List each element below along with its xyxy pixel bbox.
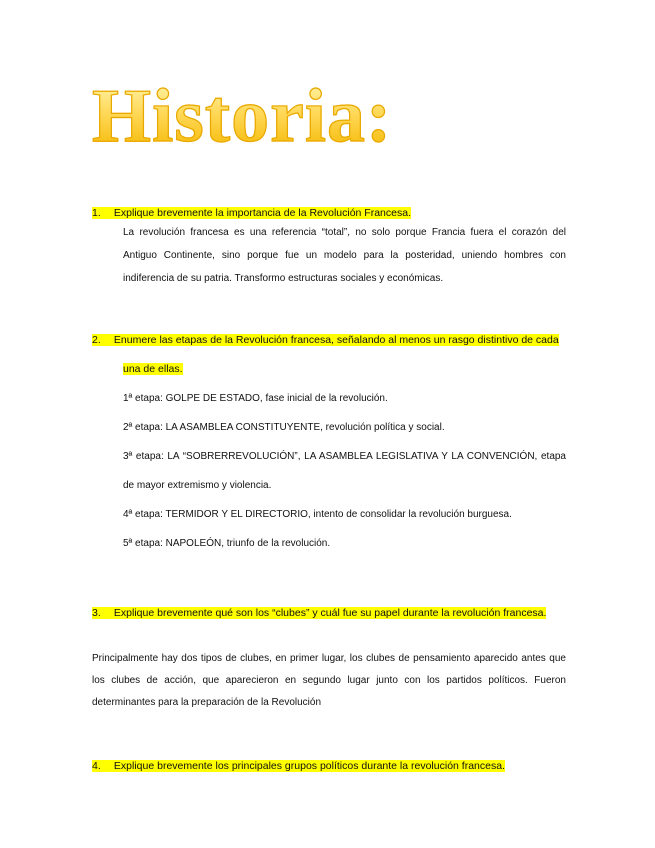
answer-1	[123, 221, 566, 290]
question-number: 1.	[92, 207, 101, 219]
question-text: Explique brevemente los principales grupos políticos durante la revolución francesa.	[113, 760, 505, 772]
question-number: 2.	[92, 334, 101, 346]
question-4	[92, 752, 566, 781]
stage-5: 5ª etapa: NAPOLEÓN, triunfo de la revolución.	[123, 538, 331, 549]
question-text: Explique brevemente la importancia de la Revolución Francesa.	[113, 207, 411, 219]
stage-2: 2ª etapa: LA ASAMBLEA CONSTITUYENTE, revolución política y social.	[123, 422, 445, 433]
stage-3: 3ª etapa: LA “SOBRERREVOLUCIÓN”, LA ASAMBLEA LEGISLATIVA Y LA CONVENCIÓN, etapa de mayor extremismo y violencia.	[123, 451, 566, 491]
stage-1: 1ª etapa: GOLPE DE ESTADO, fase inicial de la revolución.	[123, 393, 388, 404]
question-2	[92, 326, 566, 384]
question-number: 3.	[92, 607, 101, 619]
stage-4: 4ª etapa: TERMIDOR Y EL DIRECTORIO, intento de consolidar la revolución burguesa.	[123, 509, 512, 520]
answer-text: La revolución francesa es una referencia “total”, no solo porque Francia fuera el corazón del Antiguo Continente, sino porque fue un modelo para la posteridad, uniendo hombres con indiferencia de su patria. Transformo estructuras sociales y económicas.	[123, 227, 566, 284]
question-3	[92, 599, 566, 628]
page-title: Historia:	[92, 74, 393, 158]
question-number: 4.	[92, 760, 101, 772]
question-text: Explique brevemente qué son los “clubes” y cuál fue su papel durante la revolución francesa.	[113, 607, 547, 619]
answer-3: Principalmente hay dos tipos de clubes, en primer lugar, los clubes de pensamiento aparecido antes que los clubes de acción, que aparecieron en segundo lugar junto con los partidos políticos. Fueron determinantes para la preparación de la Revolución	[92, 653, 566, 708]
question-text-line2: una de ellas.	[123, 363, 183, 375]
question-text-line1: Enumere las etapas de la Revolución francesa, señalando al menos un rasgo distintivo de cada	[113, 334, 559, 346]
